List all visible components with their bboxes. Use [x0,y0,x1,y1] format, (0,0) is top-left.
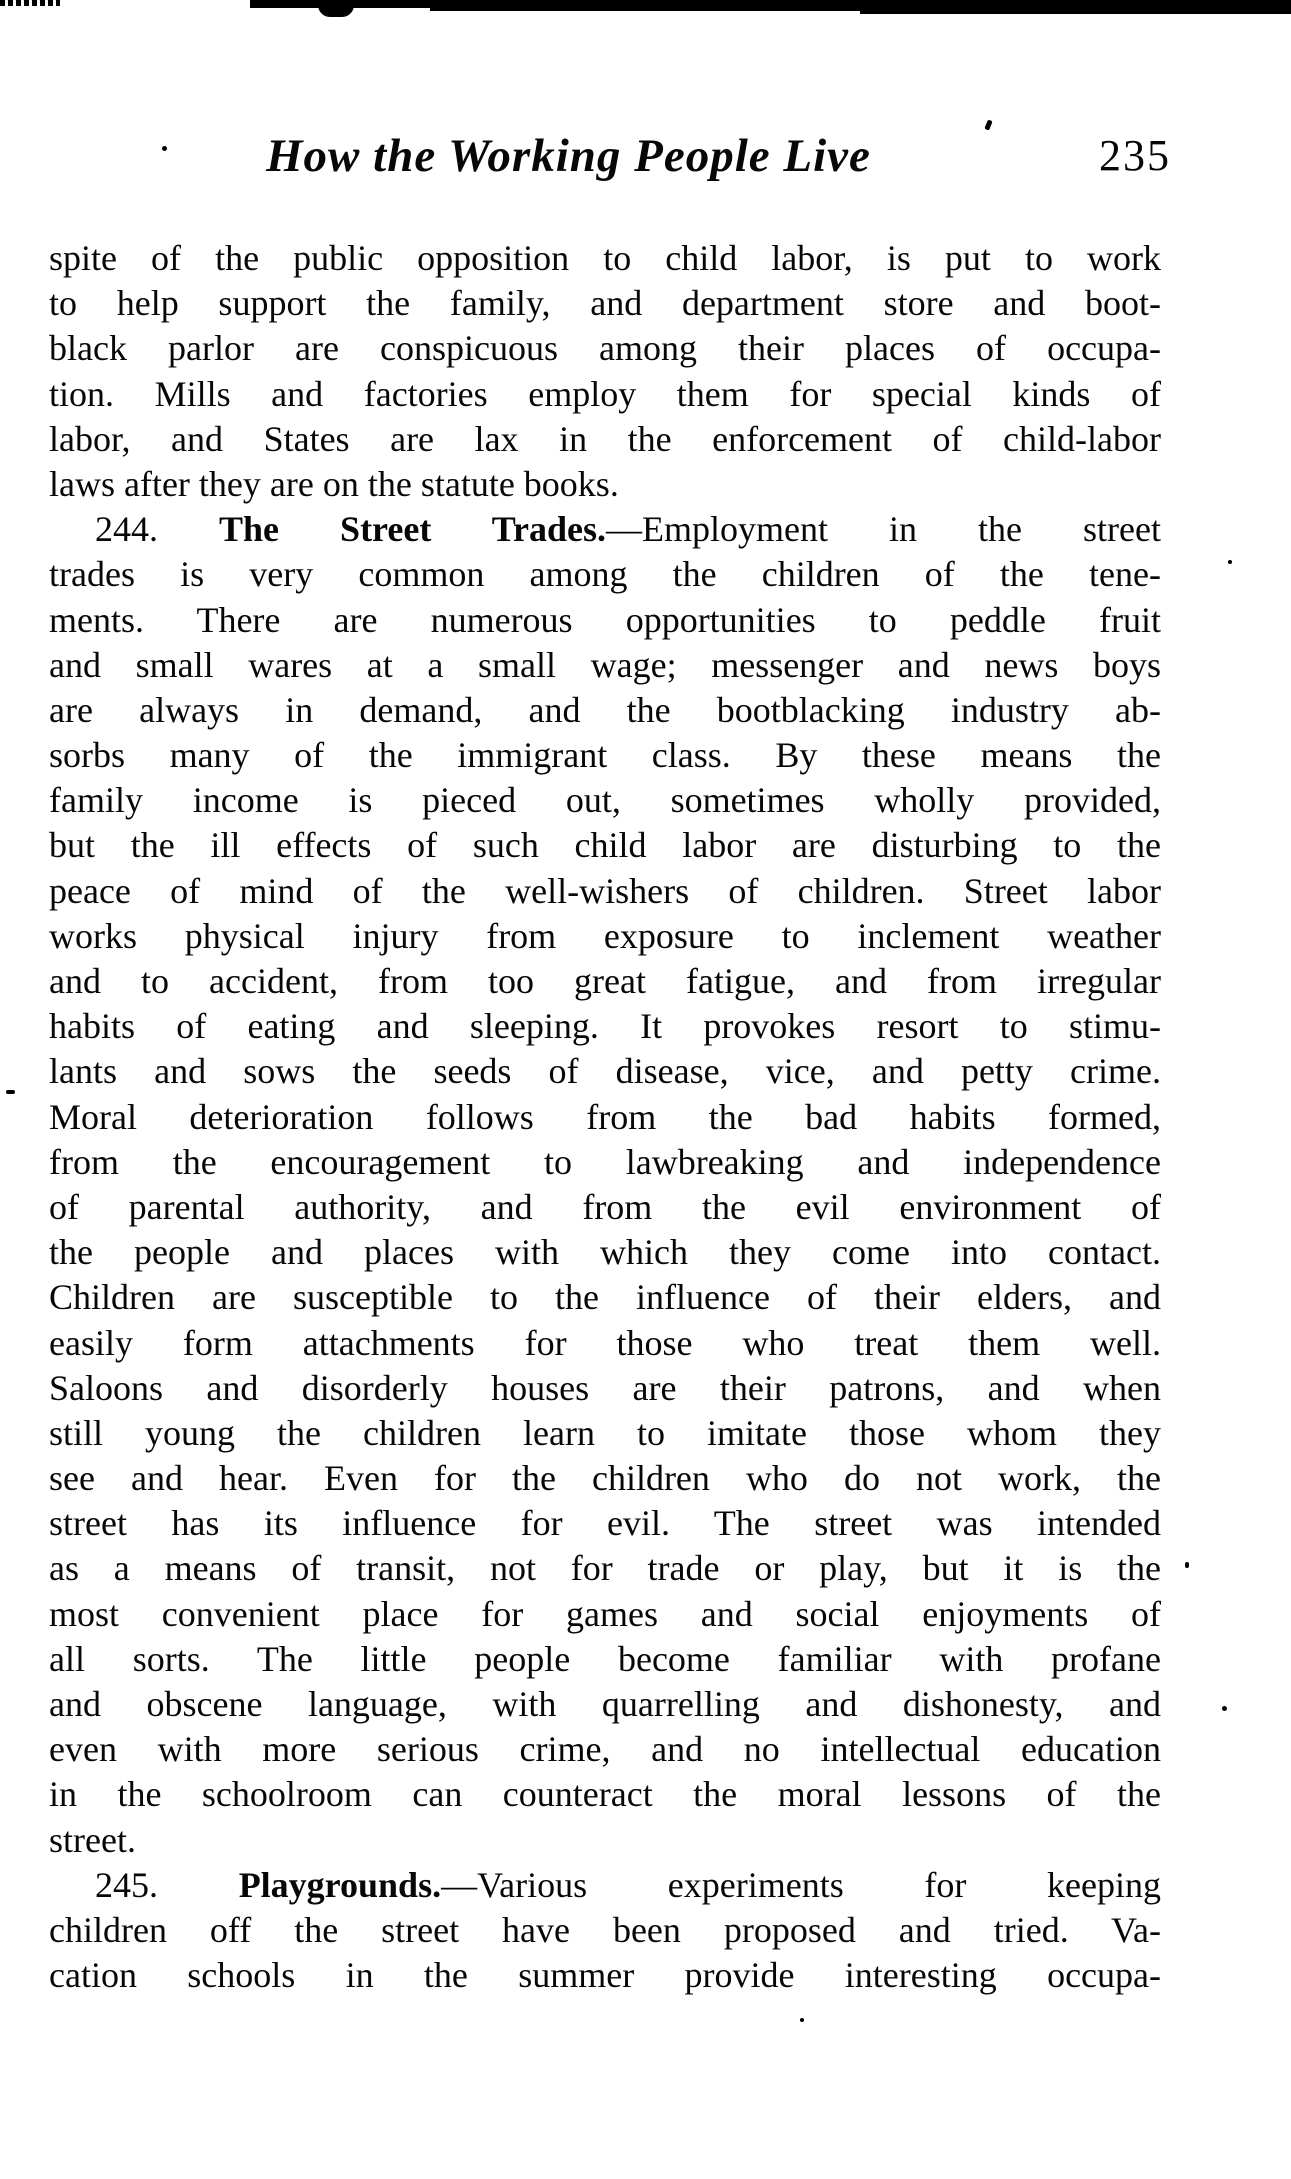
text-line [49,1275,1161,1320]
text-line [49,1908,1161,1953]
scan-band-speckle [0,0,60,6]
paragraph [49,1863,1161,1999]
paragraph [49,507,1161,1863]
text-segment: black parlor are conspicuous among their places of occupa- [49,328,1161,369]
text-segment: to help support the family, and department store and boot- [49,283,1161,324]
scan-speck [162,146,167,151]
text-segment: and to accident, from too great fatigue, and from irregular [49,961,1161,1001]
scan-speck [1222,1706,1227,1711]
scan-band-notch [318,0,354,17]
text-segment: 244. [95,509,220,550]
text-segment: street. [49,1819,136,1860]
text-segment: Saloons and disorderly houses are their patrons, and when [49,1367,1161,1408]
text-segment: but the ill effects of such child labor are disturbing to the [49,825,1161,866]
text-line [49,1637,1161,1682]
text-line [49,959,1161,1004]
scan-speck [1185,1562,1189,1568]
text-segment: from the encouragement to lawbreaking and independence [49,1141,1161,1182]
text-segment: spite of the public opposition to child labor, is put to work [49,238,1161,278]
text-line [49,1546,1161,1591]
text-segment: peace of mind of the well-wishers of children. Street labor [49,870,1161,911]
text-line [49,778,1161,823]
text-line [49,598,1161,643]
text-segment: —Employment in the street [606,509,1161,550]
text-segment: Moral deterioration follows from the bad habits formed, [49,1096,1161,1137]
text-line [49,1004,1161,1049]
text-segment: laws after they are on the statute books. [49,463,619,504]
text-line [49,1953,1161,1998]
text-line [49,462,1161,507]
scan-band-segment [860,0,1291,14]
text-segment: trades is very common among the children of the tene- [49,554,1161,595]
scan-speck [1228,560,1232,564]
text-line [49,1411,1161,1456]
text-line [49,507,1161,552]
text-line [49,236,1161,281]
text-line [49,1366,1161,1411]
text-line [49,688,1161,733]
running-title: How the Working People Live [266,130,871,182]
text-line [49,1185,1161,1230]
text-segment: Children are susceptible to the influence of their elders, and [49,1277,1161,1318]
text-segment: works physical injury from exposure to inclement weather [49,915,1161,956]
text-segment: cation schools in the summer provide interesting occupa- [49,1955,1161,1996]
text-segment: ments. There are numerous opportunities to peddle fruit [49,599,1161,640]
text-segment: even with more serious crime, and no intellectual education [49,1729,1161,1770]
text-line [49,1682,1161,1727]
text-line [49,914,1161,959]
text-line [49,823,1161,868]
text-line [49,1501,1161,1546]
page-body [49,236,1161,1998]
text-segment: are always in demand, and the bootblacking industry ab- [49,689,1161,730]
text-line [49,733,1161,778]
text-line [49,1230,1161,1275]
text-segment: still young the children learn to imitate those whom they [49,1412,1161,1453]
text-segment: all sorts. The little people become familiar with profane [49,1638,1161,1679]
text-segment: family income is pieced out, sometimes wholly provided, [49,780,1161,821]
text-line [49,643,1161,688]
text-line [49,1727,1161,1772]
text-line [49,869,1161,914]
text-segment: sorbs many of the immigrant class. By these means the [49,735,1161,776]
text-segment: labor, and States are lax in the enforcement of child-labor [49,418,1161,459]
page-header [0,118,1291,198]
section-heading: Playgrounds. [238,1864,442,1905]
text-segment: in the schoolroom can counteract the moral lessons of the [49,1774,1161,1815]
text-line [49,1095,1161,1140]
text-line [49,1863,1161,1908]
text-segment: and obscene language, with quarrelling and dishonesty, and [49,1684,1161,1724]
text-line [49,1049,1161,1094]
text-segment: lants and sows the seeds of disease, vice, and petty crime. [49,1051,1161,1092]
text-segment: and small wares at a small wage; messenger and news boys [49,644,1161,685]
text-line [49,552,1161,597]
text-line [49,417,1161,462]
paragraph [49,236,1161,507]
text-segment: the people and places with which they come into contact. [49,1232,1161,1273]
text-segment: habits of eating and sleeping. It provokes resort to stimu- [49,1006,1161,1047]
text-line [49,281,1161,326]
scan-speck [800,2018,804,2022]
text-segment: easily form attachments for those who treat them well. [49,1322,1161,1363]
text-segment: see and hear. Even for the children who do not work, the [49,1458,1161,1499]
text-segment: street has its influence for evil. The street was intended [49,1503,1161,1544]
section-heading: The Street Trades. [219,509,607,550]
text-line [49,1456,1161,1501]
text-segment: of parental authority, and from the evil environment of [49,1186,1161,1227]
text-line [49,326,1161,371]
text-segment: children off the street have been proposed and tried. Va- [49,1909,1161,1950]
page-number: 235 [1099,131,1171,180]
text-line [49,372,1161,417]
text-line [49,1592,1161,1637]
text-line [49,1818,1161,1863]
text-line [49,1140,1161,1185]
text-segment: 245. [95,1864,239,1905]
text-segment: as a means of transit, not for trade or play, but it is the [49,1548,1161,1589]
text-segment: most convenient place for games and social enjoyments of [49,1593,1161,1634]
text-segment: —Various experiments for keeping [441,1864,1161,1905]
text-line [49,1772,1161,1817]
text-segment: tion. Mills and factories employ them for special kinds of [49,373,1161,414]
text-line [49,1321,1161,1366]
scan-speck [6,1090,15,1094]
